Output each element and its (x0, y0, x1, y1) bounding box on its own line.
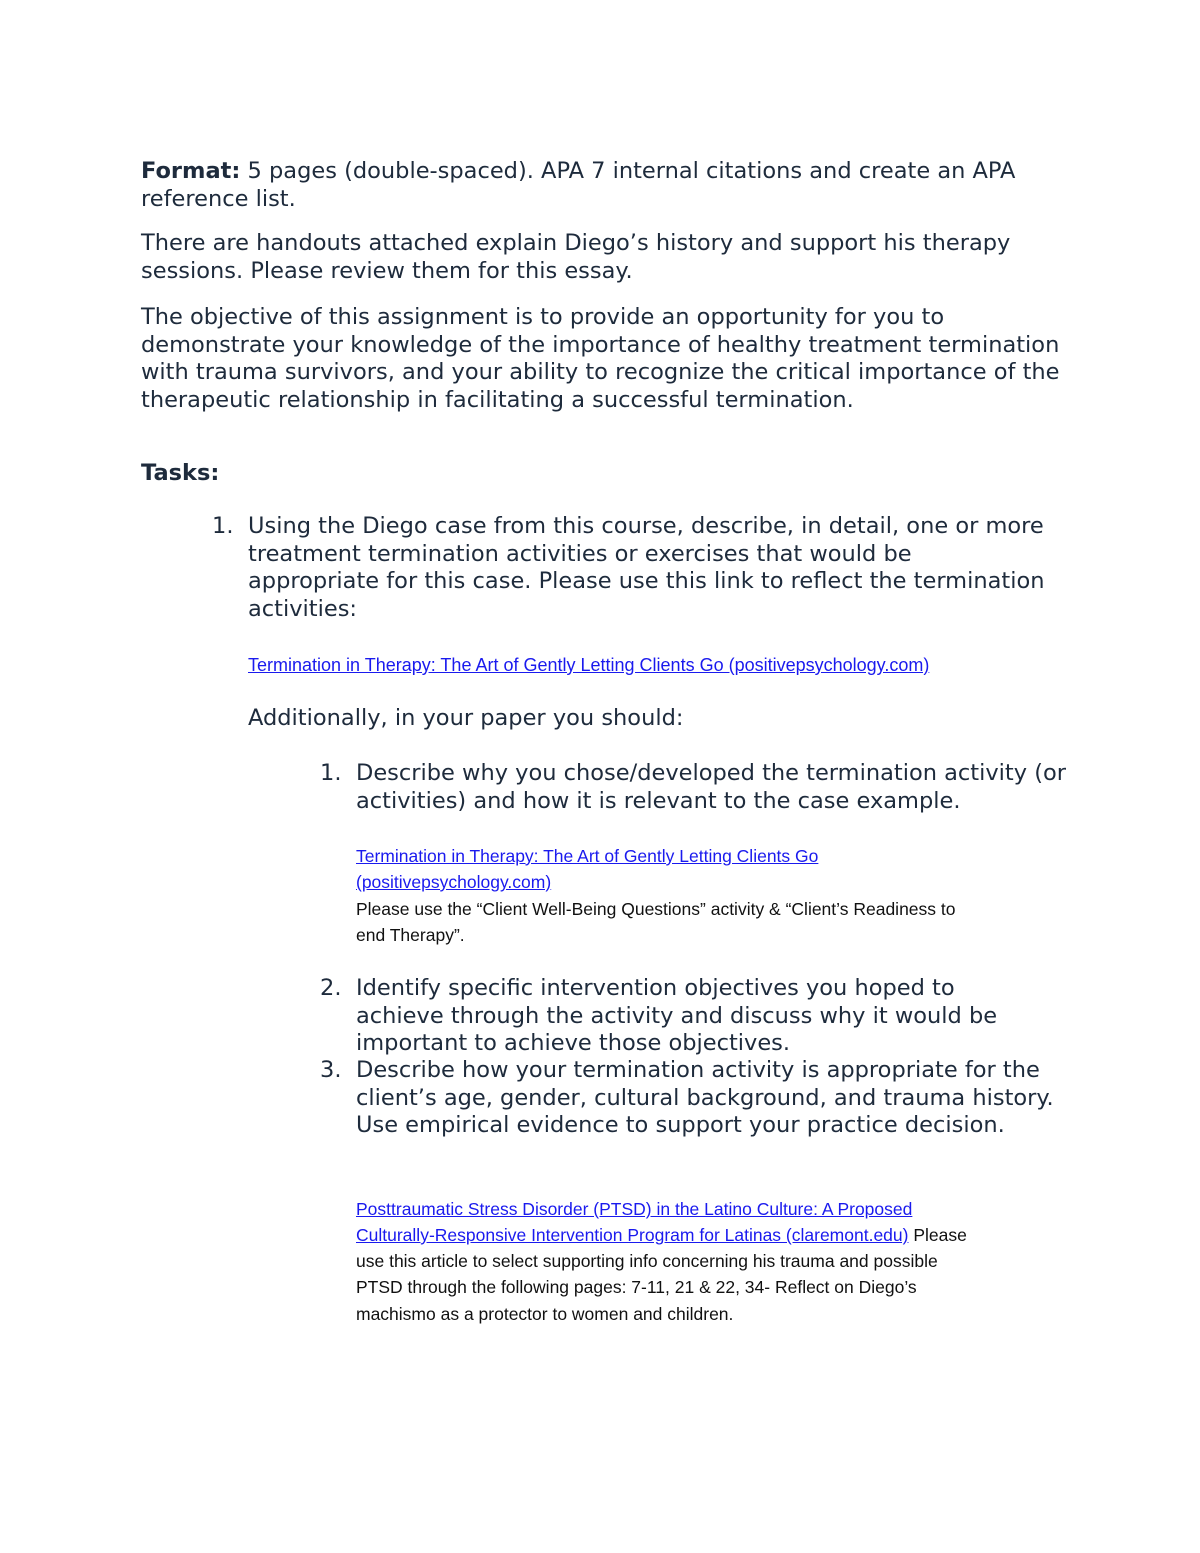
subtask-3-link-line-2 (356, 1222, 967, 1249)
subtask-3-link-line-1 (356, 1196, 912, 1223)
subtask-3-note-line-4: PTSD through the following pages: 7-11, 21 & 22, 34- Reflect on Diego’s (356, 1277, 917, 1297)
task-1-text: Using the Diego case from this course, describe, in detail, one or more treatment termination activities or exercises that would be appropriate for this case. Please use this link to reflect the termination activities: (248, 513, 1045, 622)
format-text: 5 pages (double-spaced). APA 7 internal citations and create an APA reference list. (141, 158, 1016, 212)
tasks-heading: Tasks: (141, 460, 220, 486)
format-paragraph (141, 158, 1071, 213)
termination-article-link[interactable]: Termination in Therapy: The Art of Gently Letting Clients Go (positivepsychology.com) (248, 655, 930, 675)
subtask-1-text: Describe why you chose/developed the termination activity (or activities) and how it is relevant to the case example. (356, 760, 1067, 814)
format-label: Format: (141, 158, 241, 184)
subtask-2-number: 2. (320, 975, 342, 1001)
subtask-1-link-line-2 (356, 869, 551, 896)
subtask-1-link-line-1 (356, 843, 818, 870)
handouts-paragraph: There are handouts attached explain Diego’s history and support his therapy sessions. Please review them for this essay. (141, 230, 1011, 284)
subtask-3-note-start: Please (908, 1225, 967, 1245)
subtask-1-note-line-1: Please use the “Client Well-Being Questions” activity & “Client’s Readiness to (356, 899, 956, 919)
ptsd-article-link-cont[interactable]: Culturally-Responsive Intervention Program for Latinas (claremont.edu) (356, 1225, 909, 1245)
task-1-number: 1. (212, 513, 234, 539)
termination-article-link-2-cont[interactable]: (positivepsychology.com) (356, 872, 552, 892)
subtask-3-text: Describe how your termination activity is appropriate for the client’s age, gender, cultural background, and trauma history. Use empirical evidence to support your practice decision. (356, 1057, 1054, 1138)
ptsd-article-link[interactable]: Posttraumatic Stress Disorder (PTSD) in the Latino Culture: A Proposed (356, 1199, 913, 1219)
subtask-3-number: 3. (320, 1057, 342, 1083)
subtask-2-text: Identify specific intervention objectives you hoped to achieve through the activity and discuss why it would be important to achieve those objectives. (356, 975, 998, 1056)
subtask-1-number: 1. (320, 760, 342, 786)
subtask-3-note-line-5: machismo as a protector to women and children. (356, 1304, 734, 1324)
termination-article-link-2[interactable]: Termination in Therapy: The Art of Gently Letting Clients Go (356, 846, 819, 866)
additionally-text: Additionally, in your paper you should: (248, 705, 684, 731)
subtask-3-note-line-3: use this article to select supporting info concerning his trauma and possible (356, 1251, 938, 1271)
subtask-1-note-line-2: end Therapy”. (356, 925, 465, 945)
objective-paragraph: The objective of this assignment is to provide an opportunity for you to demonstrate your knowledge of the importance of healthy treatment termination with trauma survivors, and your ability to recognize the critical importance of the therapeutic relationship in facilitating a successful termination. (141, 304, 1060, 413)
task-1-link-line (248, 652, 929, 679)
